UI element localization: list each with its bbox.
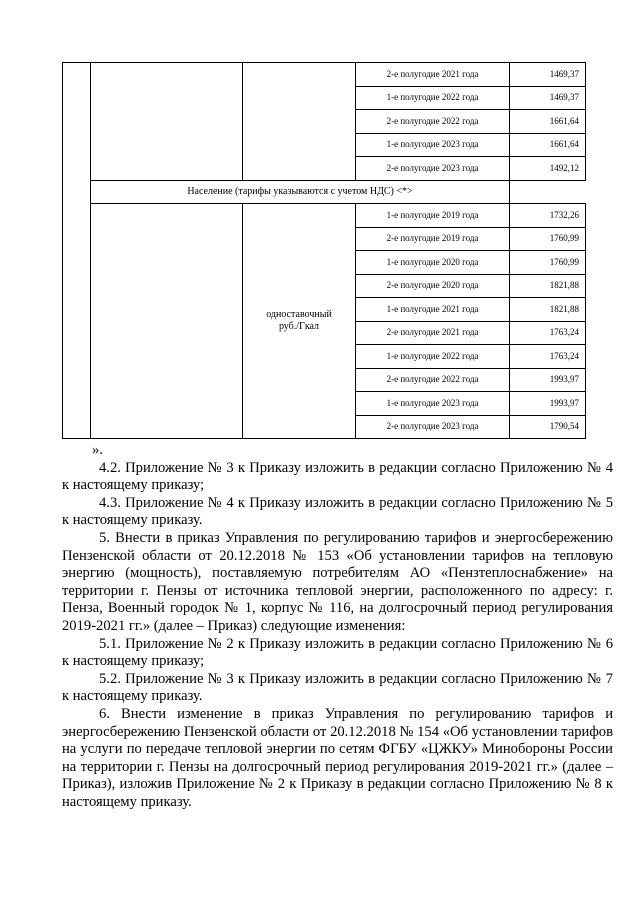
period-cell: 2-е полугодие 2019 года xyxy=(356,227,510,251)
section-header-population: Население (тарифы указываются с учетом НДС) <*> xyxy=(91,180,510,204)
period-cell: 2-е полугодие 2021 года xyxy=(356,63,510,87)
table-col-kind xyxy=(243,63,356,181)
value-cell: 1760,99 xyxy=(510,251,586,275)
value-cell: 1661,64 xyxy=(510,133,586,157)
value-cell: 1763,24 xyxy=(510,345,586,369)
paragraph-5-1: 5.1. Приложение № 2 к Приказу изложить в редакции согласно Приложению № 6 к настоящему приказу; xyxy=(62,635,613,670)
value-cell: 1993,97 xyxy=(510,392,586,416)
period-cell: 1-е полугодие 2021 года xyxy=(356,298,510,322)
period-cell: 1-е полугодие 2022 года xyxy=(356,86,510,110)
table-col-org xyxy=(91,63,243,181)
period-cell: 2-е полугодие 2022 года xyxy=(356,368,510,392)
value-cell: 1492,12 xyxy=(510,157,586,181)
table-col-org xyxy=(91,204,243,439)
period-cell: 1-е полугодие 2019 года xyxy=(356,204,510,228)
period-cell: 2-е полугодие 2023 года xyxy=(356,415,510,439)
table-row xyxy=(63,63,586,87)
table-row xyxy=(63,204,586,228)
paragraph-4-3: 4.3. Приложение № 4 к Приказу изложить в редакции согласно Приложению № 5 к настоящему приказу. xyxy=(62,494,613,529)
unit-label-measure: руб./Гкал xyxy=(278,321,320,332)
closing-quote: ». xyxy=(92,442,103,458)
paragraph-5-2: 5.2. Приложение № 3 к Приказу изложить в редакции согласно Приложению № 7 к настоящему приказу. xyxy=(62,670,613,705)
table-row xyxy=(63,180,586,204)
paragraph-5: 5. Внести в приказ Управления по регулированию тарифов и энергосбережению Пензенской области от 20.12.2018 № 153 «Об установлении тарифов на тепловую энергию (мощность), поставляемую потребителям АО «Пензтеплоснабжение» на территории г. Пензы от источника тепловой энергии, расположенного по адресу: г. Пенза, Военный городок № 1, корпус № 116, на долгосрочный период регулирования 2019-2021 гг.» (далее – Приказ) следующие изменения: xyxy=(62,529,613,634)
tariff-table-body xyxy=(63,63,586,439)
paragraph-4-2: 4.2. Приложение № 3 к Приказу изложить в редакции согласно Приложению № 4 к настоящему приказу; xyxy=(62,459,613,494)
value-cell: 1760,99 xyxy=(510,227,586,251)
tariff-table xyxy=(62,62,586,439)
value-cell: 1763,24 xyxy=(510,321,586,345)
unit-label-cell xyxy=(243,204,356,439)
value-cell: 1821,88 xyxy=(510,274,586,298)
period-cell: 2-е полугодие 2023 года xyxy=(356,157,510,181)
value-cell: 1469,37 xyxy=(510,63,586,87)
paragraph-6: 6. Внести изменение в приказ Управления по регулированию тарифов и энергосбережению Пензенской области от 20.12.2018 № 154 «Об установлении тарифов на услуги по передаче тепловой энергии по сетям ФГБУ «ЦЖКУ» Минобороны России на территории г. Пензы на долгосрочный период регулирования 2019-2021 гг.» (далее – Приказ), изложив Приложение № 2 к Приказу в редакции согласно Приложению № 8 к настоящему приказу. xyxy=(62,705,613,810)
period-cell: 2-е полугодие 2020 года xyxy=(356,274,510,298)
document-body xyxy=(62,442,613,811)
value-cell: 1661,64 xyxy=(510,110,586,134)
value-cell: 1732,26 xyxy=(510,204,586,228)
period-cell: 1-е полугодие 2023 года xyxy=(356,392,510,416)
table-col-number xyxy=(63,63,91,439)
value-cell: 1821,88 xyxy=(510,298,586,322)
unit-label-rate-type: одноставочный xyxy=(266,308,332,320)
period-cell: 1-е полугодие 2020 года xyxy=(356,251,510,275)
value-cell: 1469,37 xyxy=(510,86,586,110)
value-cell: 1993,97 xyxy=(510,368,586,392)
period-cell: 1-е полугодие 2023 года xyxy=(356,133,510,157)
value-cell: 1790,54 xyxy=(510,415,586,439)
period-cell: 2-е полугодие 2022 года xyxy=(356,110,510,134)
period-cell: 2-е полугодие 2021 года xyxy=(356,321,510,345)
period-cell: 1-е полугодие 2022 года xyxy=(356,345,510,369)
